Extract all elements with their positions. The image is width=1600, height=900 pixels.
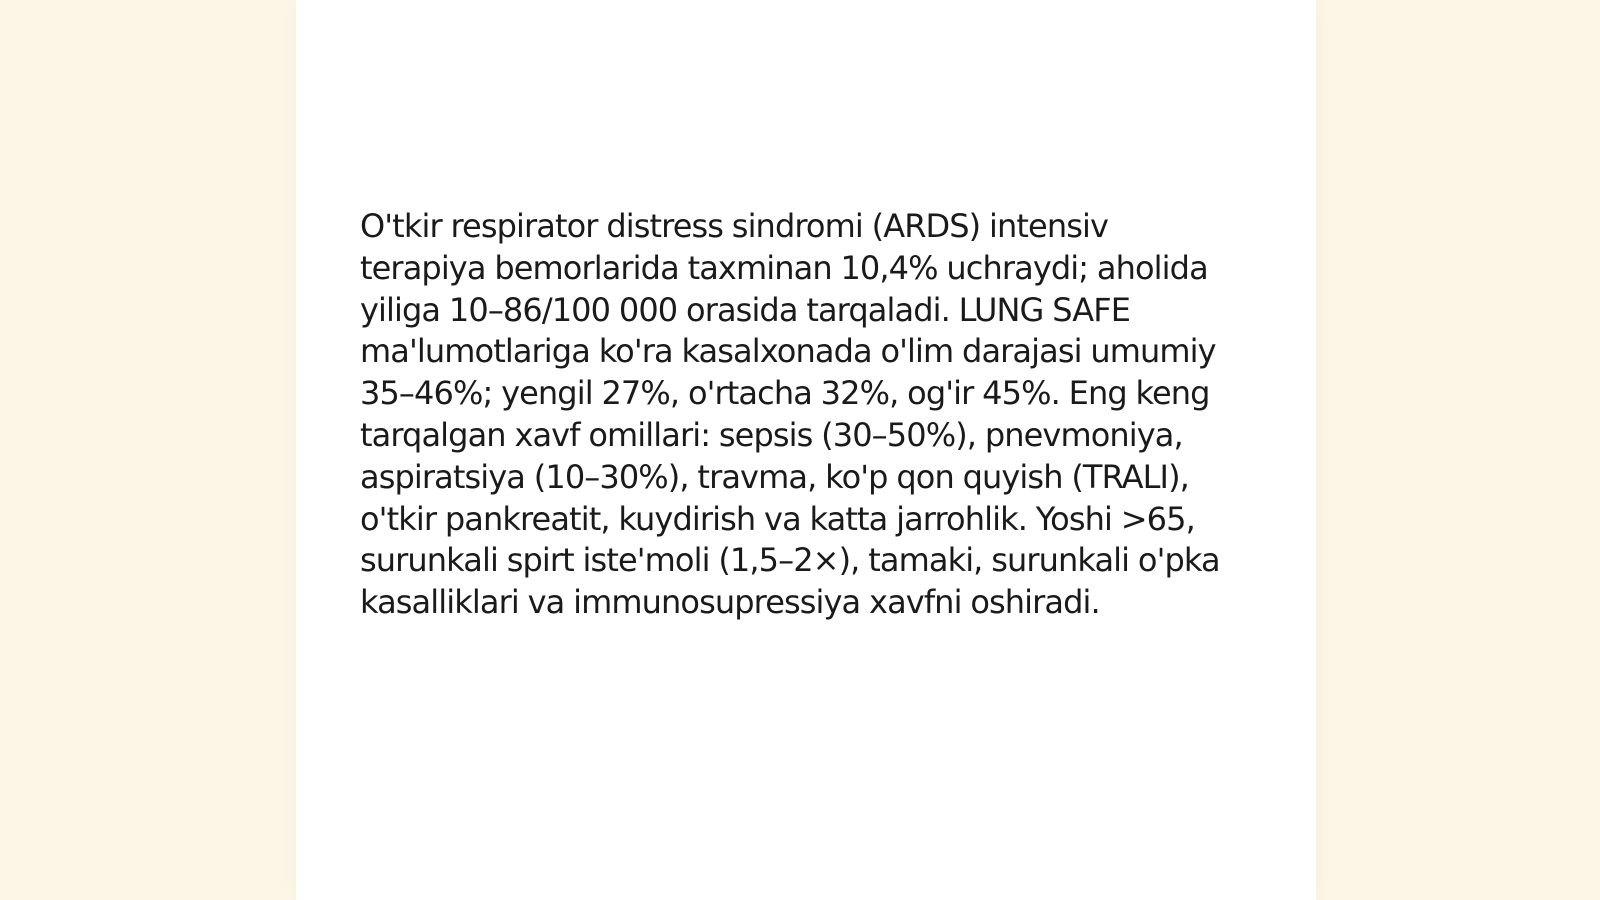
body-paragraph: O'tkir respirator distress sindromi (ARDS) intensiv terapiya bemorlarida taxminan 10,4% uchraydi; aholida yiliga 10–86/100 000 orasida tarqaladi. LUNG SAFE ma'lumotlariga ko'ra kasalxonada o'lim darajasi umumiy 35–46%; yengil 27%, o'rtacha 32%, og'ir 45%. Eng keng tarqalgan xavf omillari: sepsis (30–50%), pnevmoniya, aspiratsiya (10–30%), travma, ko'p qon quyish (TRALI), o'tkir pankreatit, kuydirish va katta jarrohlik. Yoshi >65, surunkali spirt iste'moli (1,5–2×), tamaki, surunkali o'pka kasalliklari va immunosupressiya xavfni oshiradi. — [360, 207, 1220, 622]
